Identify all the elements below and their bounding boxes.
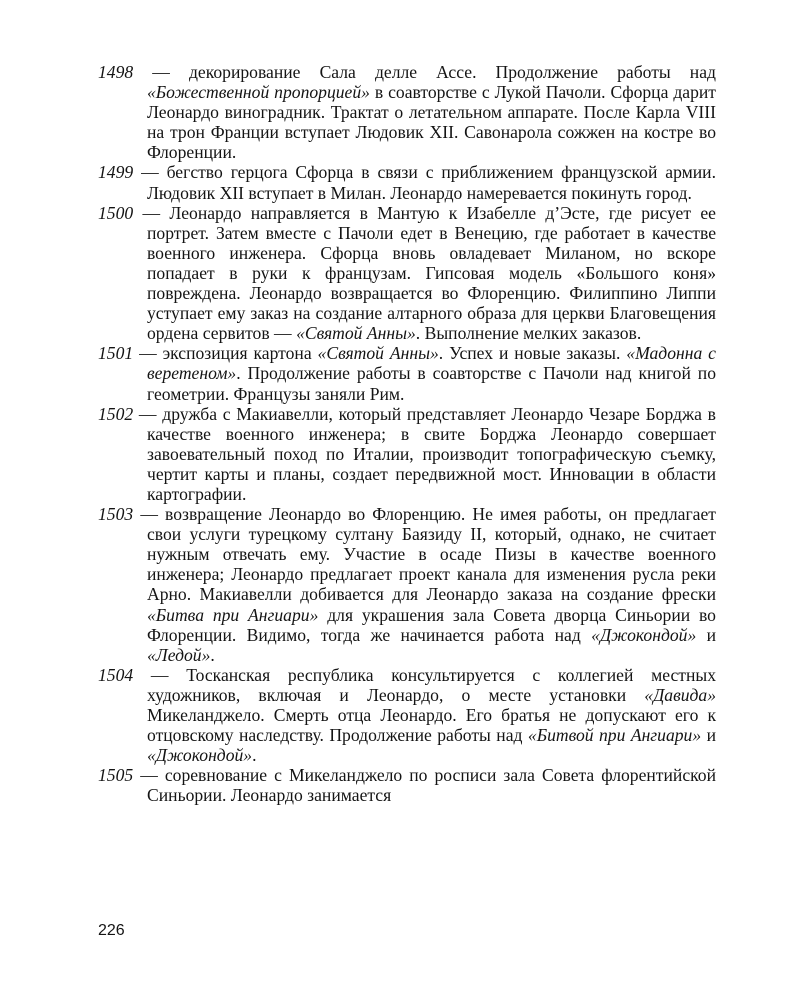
artwork-title: «Джокондой» — [147, 745, 253, 766]
entry-year: 1499 — [98, 162, 134, 183]
chronology-entry-1500: 1500 — Леонардо направляется в Мантую к Изабелле д’Эсте, где рисует ее портрет. Затем вместе с Пачоли едет в Венецию, где работает в качестве военного инженера. Сфорца вновь овладевает Миланом, но вскоре попадает в руки к французам. Гипсовая модель «Большого коня» повреждена. Леонардо возвращается во Флоренцию. Филиппино Липпи уступает ему заказ на создание алтарного образа для церкви Благовещения ордена сервитов — «Святой Анны». Выполнение мелких заказов. — [98, 202, 716, 344]
chronology-text — [98, 62, 716, 805]
entry-year: 1505 — [98, 765, 134, 786]
chronology-entry-1498: 1498 — декорирование Сала делле Ассе. Продолжение работы над «Божественной пропорцией» в соавторстве с Лукой Пачоли. Сфорца дарит Леонардо виноградник. Трактат о летательном аппарате. После Карла VIII на трон Франции вступает Людовик XII. Савонарола сожжен на костре во Флоренции. — [98, 62, 716, 163]
artwork-title: «Давида» — [644, 684, 716, 705]
entry-year: 1498 — [98, 62, 134, 82]
chronology-entry-1504: 1504 — Тосканская республика консультируется с коллегией местных художников, включая и Леонардо, о месте установки «Давида» Микеланджело. Смерть отца Леонардо. Его братья не допускают его к отцовскому наследству. Продолжение работы над «Битвой при Ангиари» и «Джокондой». — [98, 664, 716, 766]
page-number: 226 — [98, 922, 125, 939]
chronology-entry-1501: 1501 — экспозиция картона «Святой Анны». Успех и новые заказы. «Мадонна с веретеном». Продолжение работы в соавторстве с Пачоли над книгой по геометрии. Французы заняли Рим. — [98, 343, 716, 404]
artwork-title: «Битвой при Ангиари» — [527, 725, 702, 746]
entry-year: 1501 — [98, 343, 134, 364]
chronology-entry-1502: 1502 — дружба с Макиавелли, который представляет Леонардо Чезаре Борджа в качестве военного инженера; в свите Борджа Леонардо совершает завоевательный поход по Италии, производит топографическую съемку, чертит карты и планы, создает передвижной мост. Инновации в области картографии. — [98, 403, 716, 504]
artwork-title: «Святой Анны» — [317, 343, 439, 364]
artwork-title: «Божественной пропорцией» — [147, 82, 370, 103]
chronology-entry-1503: 1503 — возвращение Леонардо во Флоренцию. Не имея работы, он предлагает свои услуги турецкому султану Баязиду II, который, однако, не считает нужным отвечать ему. Участие в осаде Пизы в качестве военного инженера; Леонардо предлагает проект канала для изменения русла реки Арно. Макиавелли добивается для Леонардо заказа на создание фрески «Битва при Ангиари» для украшения зала Совета дворца Синьории во Флоренции. Видимо, тогда же начинается работа над «Джокондой» и «Ледой». — [98, 504, 716, 665]
chronology-entry-1499: 1499 — бегство герцога Сфорца в связи с приближением французской армии. Людовик XII вступает в Милан. Леонардо намеревается покинуть город. — [98, 162, 716, 203]
artwork-title: «Мадонна с веретеном» — [147, 343, 716, 384]
artwork-title: «Ледой» — [147, 644, 211, 665]
entry-year: 1504 — [98, 664, 134, 685]
entry-year: 1500 — [98, 202, 134, 223]
entry-year: 1502 — [98, 403, 134, 424]
artwork-title: «Святой Анны» — [296, 323, 416, 344]
entry-year: 1503 — [98, 504, 134, 525]
artwork-title: «Джокондой» — [591, 624, 697, 645]
chronology-entry-1505: 1505 — соревнование с Микеланджело по росписи зала Совета флорентийской Синьории. Леонардо занимается — [98, 765, 716, 806]
artwork-title: «Битва при Ангиари» — [147, 604, 319, 625]
